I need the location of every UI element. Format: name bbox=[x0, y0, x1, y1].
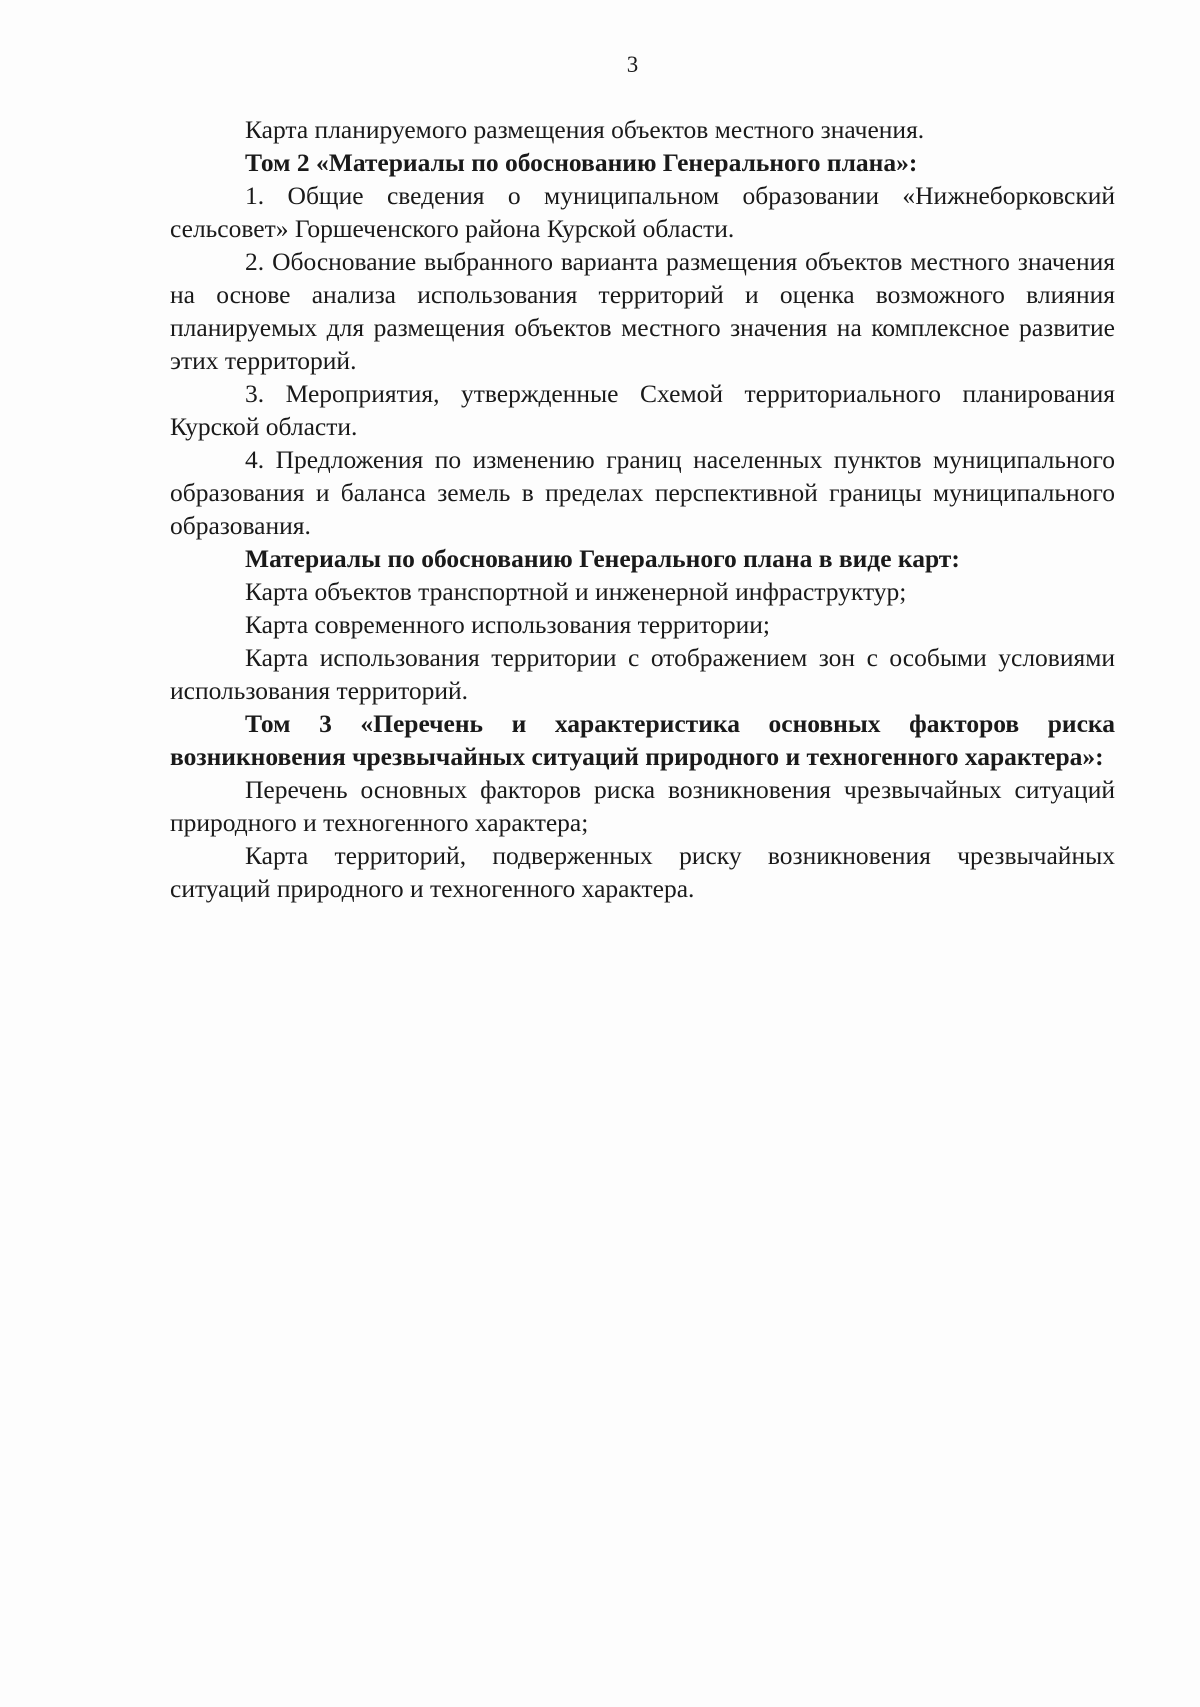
heading-volume-2: Том 2 «Материалы по обоснованию Генерального плана»: bbox=[245, 148, 918, 177]
paragraph-map-local-objects: Карта планируемого размещения объектов местного значения. bbox=[245, 115, 925, 144]
heading-maps: Материалы по обоснованию Генерального плана в виде карт: bbox=[245, 544, 960, 573]
risk-territories-map: Карта территорий, подверженных риску возникновения чрезвычайных ситуаций природного и техногенного характера. bbox=[170, 841, 1115, 903]
list-item-3: 3. Мероприятия, утвержденные Схемой территориального планирования Курской области. bbox=[170, 379, 1115, 441]
risk-factors-list: Перечень основных факторов риска возникновения чрезвычайных ситуаций природного и техногенного характера; bbox=[170, 775, 1115, 837]
list-item-1: 1. Общие сведения о муниципальном образовании «Нижнеборковский сельсовет» Горшеченского района Курской области. bbox=[170, 181, 1115, 243]
document-body bbox=[170, 113, 1115, 905]
list-item-2: 2. Обоснование выбранного варианта размещения объектов местного значения на основе анализа использования территорий и оценка возможного влияния планируемых для размещения объектов местного значения на комплексное развитие этих территорий. bbox=[170, 247, 1115, 375]
map-item-special-zones: Карта использования территории с отображением зон с особыми условиями использования территорий. bbox=[170, 643, 1115, 705]
heading-volume-3: Том 3 «Перечень и характеристика основных факторов риска возникновения чрезвычайных ситуаций природного и техногенного характера»: bbox=[170, 709, 1115, 771]
list-item-4: 4. Предложения по изменению границ населенных пунктов муниципального образования и баланса земель в пределах перспективной границы муниципального образования. bbox=[170, 445, 1115, 540]
map-item-current-use: Карта современного использования территории; bbox=[245, 610, 770, 639]
map-item-transport: Карта объектов транспортной и инженерной инфраструктур; bbox=[245, 577, 907, 606]
page-number: 3 bbox=[626, 52, 639, 77]
